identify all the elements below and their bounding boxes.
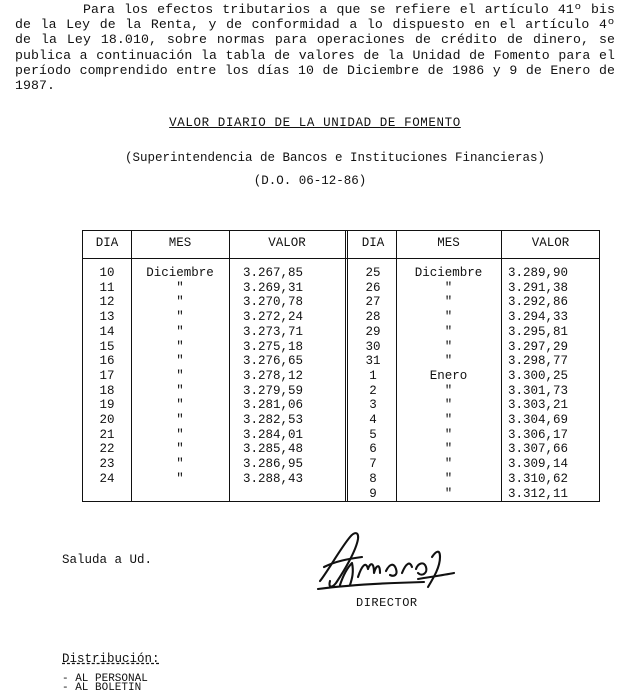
intro-text: Para los efectos tributarios a que se refiere el artículo 41º bis de la Ley de la Renta, y de conformidad a lo dispuesto en el artículo 4º de la Ley 18.010, sobre normas para operaciones de crédito de dinero, se publica a continuación la tabla de valores de la Unidad de Fomento para el período comprendido entre los días 10 de Diciembre de 1986 y 9 de Enero de 1987. — [15, 2, 615, 94]
table-cell-valor-left: 3.278,12 — [243, 368, 304, 383]
table-cell-valor-right: 3.306,17 — [508, 427, 569, 442]
table-cell-mes-right: " — [444, 427, 453, 442]
table-cell-valor-right: 3.291,38 — [508, 280, 569, 295]
table-cell-valor-left: 3.273,71 — [243, 324, 304, 339]
table-title — [0, 116, 630, 130]
table-cell-dia-left: 12 — [99, 295, 115, 310]
table-cell-dia-right: 26 — [365, 280, 381, 295]
table-cell-mes-left: " — [176, 339, 184, 354]
table-cell-dia-left: 20 — [99, 413, 115, 427]
table-cell-mes-right: Diciembre — [414, 266, 483, 280]
table-cell-dia-left: 14 — [99, 324, 115, 339]
table-cell-dia-left: 22 — [99, 442, 115, 457]
table-cell-dia-left: 15 — [99, 339, 115, 354]
table-cell-mes-right: " — [444, 442, 453, 457]
table-cell-mes-right: " — [444, 295, 453, 310]
table-cell-mes-left: " — [176, 354, 184, 369]
table-cell-dia-left: 17 — [99, 368, 115, 383]
gazette-reference: (D.O. 06-12-86) — [253, 174, 367, 188]
table-cell-mes-left: " — [176, 398, 184, 413]
header-dia-right: DIA — [361, 236, 385, 250]
table-cell-valor-right: 3.303,21 — [508, 398, 569, 413]
table-cell-dia-right: 1 — [369, 368, 377, 383]
table-cell-dia-right: 30 — [365, 339, 381, 354]
table-header-divider — [82, 258, 600, 259]
table-cell-dia-right: 29 — [365, 324, 381, 339]
table-cell-dia-right: 6 — [369, 442, 377, 457]
table-cell-dia-right: 9 — [369, 486, 377, 501]
table-cell-dia-left: 16 — [99, 354, 115, 369]
table-cell-dia-left: 24 — [99, 471, 115, 486]
distribution-list — [62, 675, 148, 693]
table-cell-valor-right: 3.300,25 — [508, 368, 569, 383]
table-center-divider — [345, 230, 348, 502]
table-cell-valor-right: 3.292,86 — [508, 295, 569, 310]
table-cell-valor-right: 3.295,81 — [508, 324, 569, 339]
distribution-item: - AL BOLETIN — [62, 682, 142, 694]
table-cell-dia-right: 31 — [365, 354, 381, 369]
table-cell-mes-left: " — [176, 280, 184, 295]
table-cell-valor-right: 3.294,33 — [508, 310, 569, 325]
table-cell-mes-left: " — [176, 295, 184, 310]
table-cell-mes-right: " — [444, 354, 453, 369]
signature-image — [314, 527, 459, 598]
table-cell-mes-left: " — [176, 310, 184, 325]
table-cell-valor-left: 3.267,85 — [243, 266, 304, 280]
table-cell-dia-left: 19 — [99, 398, 115, 413]
table-cell-valor-left: 3.285,48 — [243, 442, 304, 457]
table-cell-dia-right: 2 — [369, 383, 377, 398]
header-mes-right: MES — [437, 236, 460, 250]
table-column-divider — [501, 230, 502, 502]
table-cell-valor-right: 3.307,66 — [508, 442, 569, 457]
table-column-divider — [229, 230, 230, 502]
table-cell-mes-left: Diciembre — [146, 266, 214, 280]
distribution-title: Distribución: — [62, 652, 160, 666]
table-cell-valor-left: 3.275,18 — [243, 339, 304, 354]
table-cell-valor-right: 3.309,14 — [508, 457, 569, 472]
table-cell-mes-left: " — [176, 383, 184, 398]
header-dia-left: DIA — [95, 236, 119, 250]
table-cell-dia-right: 25 — [365, 266, 381, 280]
table-cell-valor-left: 3.270,78 — [243, 295, 304, 310]
table-cell-valor-left: 3.288,43 — [243, 471, 304, 486]
table-cell-mes-left: " — [176, 368, 184, 383]
table-cell-dia-right: 3 — [369, 398, 377, 413]
table-title-text: VALOR DIARIO DE LA UNIDAD DE FOMENTO — [169, 116, 461, 130]
table-cell-valor-left: 3.279,59 — [243, 383, 304, 398]
table-cell-mes-right: " — [444, 457, 453, 472]
table-cell-valor-right: 3.289,90 — [508, 266, 569, 280]
table-cell-mes-right: " — [444, 310, 453, 325]
intro-paragraph — [15, 2, 615, 93]
table-cell-mes-right: Enero — [429, 368, 468, 383]
table-cell-valor-right: 3.298,77 — [508, 354, 569, 369]
header-valor-left: VALOR — [268, 236, 306, 250]
table-cell-dia-right: 5 — [369, 427, 377, 442]
table-cell-valor-right: 3.312,11 — [508, 486, 569, 501]
table-cell-valor-left: 3.272,24 — [243, 310, 304, 325]
signatory-title: DIRECTOR — [356, 596, 418, 610]
table-cell-mes-right: " — [444, 398, 453, 413]
table-cell-valor-right: 3.301,73 — [508, 383, 569, 398]
table-cell-dia-right: 8 — [369, 471, 377, 486]
table-cell-mes-right: " — [444, 280, 453, 295]
table-cell-mes-left: " — [176, 413, 184, 427]
table-cell-mes-left: " — [176, 427, 184, 442]
table-cell-dia-left: 10 — [99, 266, 115, 280]
table-cell-mes-right: " — [444, 486, 453, 501]
table-cell-dia-left: 18 — [99, 383, 115, 398]
table-cell-valor-left: 3.284,01 — [243, 427, 304, 442]
table-cell-mes-left: " — [176, 442, 184, 457]
table-cell-dia-right: 7 — [369, 457, 377, 472]
table-cell-valor-left: 3.282,53 — [243, 413, 304, 427]
table-cell-valor-left: 3.276,65 — [243, 354, 304, 369]
table-cell-mes-right: " — [444, 383, 453, 398]
table-cell-dia-right: 4 — [369, 413, 377, 427]
issuer-line: (Superintendencia de Bancos e Instituciones Financieras) — [124, 151, 546, 165]
table-cell-mes-left: " — [176, 471, 184, 486]
table-cell-dia-left: 13 — [99, 310, 115, 325]
salutation: Saluda a Ud. — [62, 553, 153, 567]
header-valor-right: VALOR — [531, 236, 570, 250]
table-cell-dia-left: 21 — [99, 427, 115, 442]
table-cell-dia-left: 11 — [99, 280, 115, 295]
distribution-item: - AL PERSONAL — [62, 673, 148, 685]
table-cell-valor-left: 3.286,95 — [243, 457, 304, 472]
table-cell-dia-left: 23 — [99, 457, 115, 472]
table-cell-dia-right: 28 — [365, 310, 381, 325]
table-cell-mes-left: " — [176, 324, 184, 339]
table-cell-mes-right: " — [444, 339, 453, 354]
table-cell-mes-left: " — [176, 457, 184, 472]
table-cell-valor-right: 3.297,29 — [508, 339, 569, 354]
table-cell-valor-right: 3.304,69 — [508, 413, 569, 427]
table-cell-valor-right: 3.310,62 — [508, 471, 569, 486]
table-cell-dia-right: 27 — [365, 295, 381, 310]
table-cell-mes-right: " — [444, 413, 453, 427]
table-cell-valor-left: 3.269,31 — [243, 280, 304, 295]
table-cell-mes-right: " — [444, 324, 453, 339]
table-cell-valor-left: 3.281,06 — [243, 398, 304, 413]
header-mes-left: MES — [168, 236, 192, 250]
table-cell-mes-right: " — [444, 471, 453, 486]
